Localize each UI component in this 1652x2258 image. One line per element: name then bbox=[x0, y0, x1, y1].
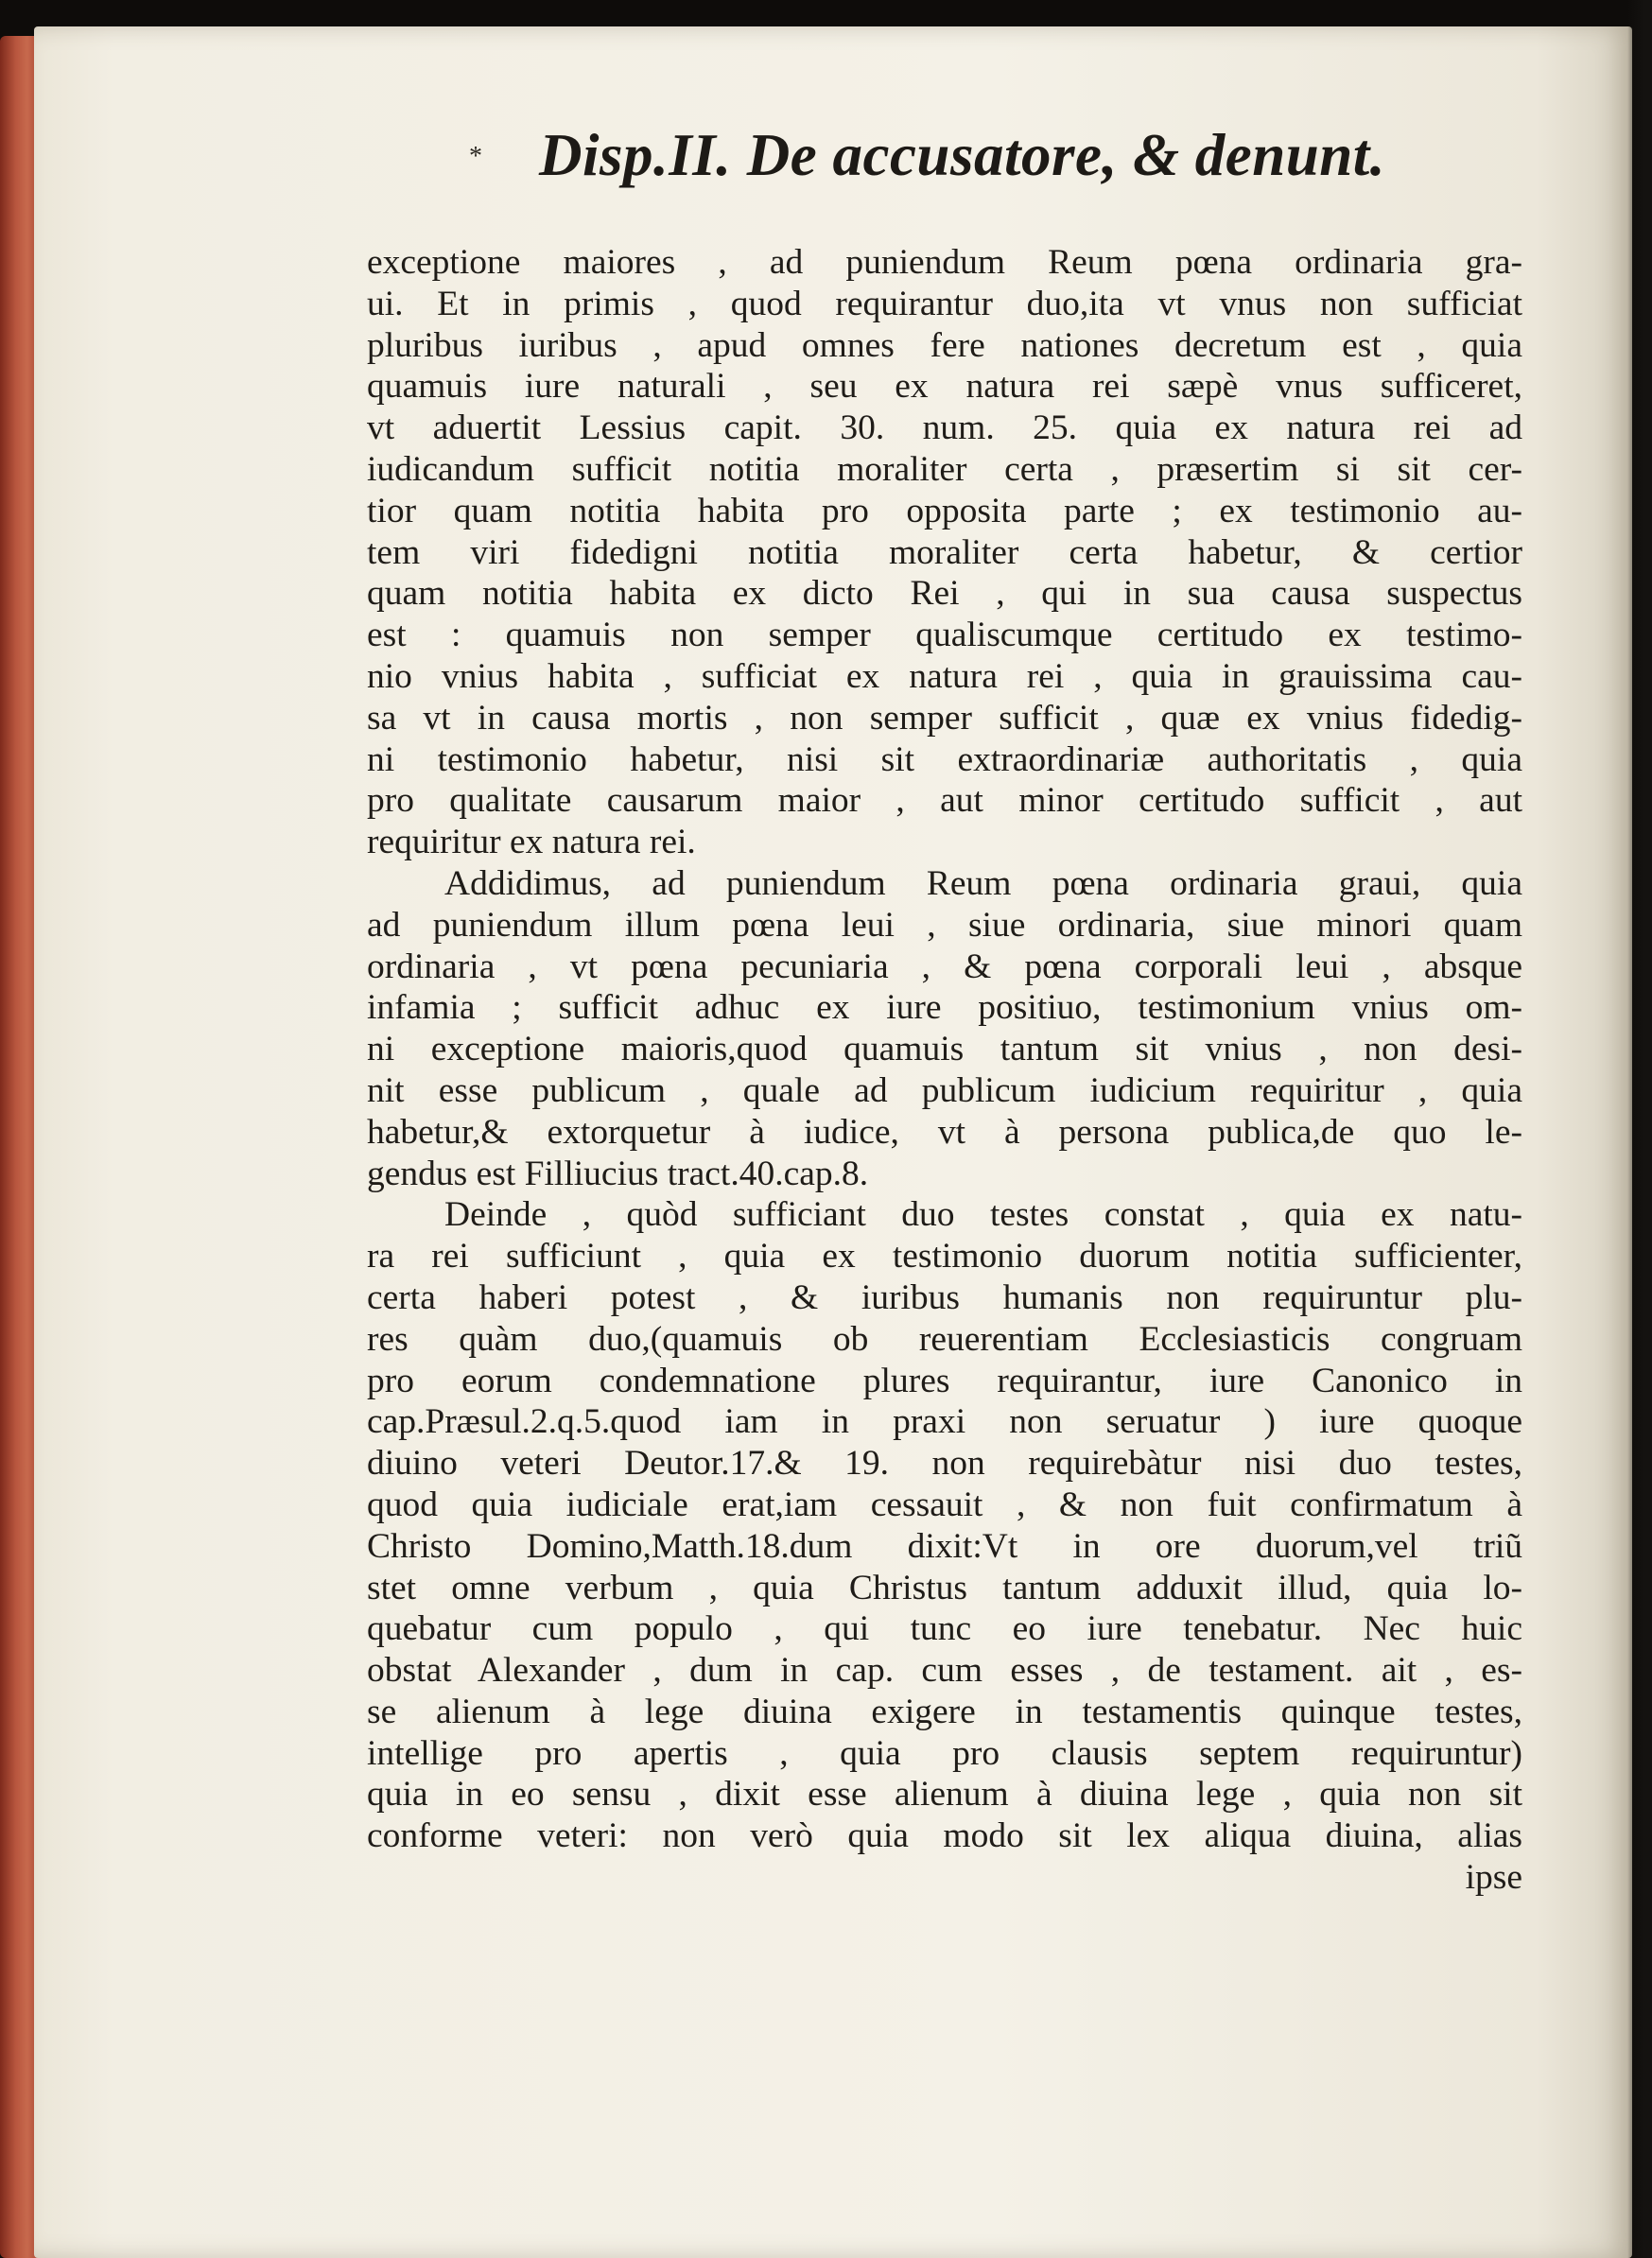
text-line: quamuis iure naturali , seu ex natura rei sæpè vnus sufficeret, bbox=[367, 367, 1522, 407]
text-line: requiritur ex natura rei. bbox=[367, 823, 696, 862]
text-line: cap.Præsul.2.q.5.quod iam in praxi non seruatur ) iure quoque bbox=[367, 1402, 1522, 1442]
text-line: res quàm duo,(quamuis ob reuerentiam Ecclesiasticis congruam bbox=[367, 1319, 1522, 1359]
text-line: stet omne verbum , quia Christus tantum adduxit illud, quia lo- bbox=[367, 1568, 1522, 1607]
text-line: ni testimonio habetur, nisi sit extraordinariæ authoritatis , quia bbox=[367, 739, 1522, 779]
gutter-shadow bbox=[1627, 0, 1652, 2258]
text-line: quam notitia habita ex dicto Rei , qui in sua causa suspectus bbox=[367, 574, 1522, 614]
text-line: vt aduertit Lessius capit. 30. num. 25. quia ex natura rei ad bbox=[367, 408, 1522, 448]
text-line: ordinaria , vt pœna pecuniaria , & pœna corporali leui , absque bbox=[367, 947, 1522, 986]
text-line: nit esse publicum , quale ad publicum iudicium requiritur , quia bbox=[367, 1070, 1522, 1110]
text-line: intellige pro apertis , quia pro clausis septem requiruntur) bbox=[367, 1733, 1522, 1773]
text-line: ipse bbox=[1465, 1858, 1522, 1898]
margin-mark: * bbox=[469, 142, 482, 171]
body-text bbox=[367, 242, 1522, 1899]
text-line: infamia ; sufficit adhuc ex iure positiuo, testimonium vnius om- bbox=[367, 988, 1522, 1028]
text-line: pro qualitate causarum maior , aut minor certitudo sufficit , aut bbox=[367, 781, 1522, 821]
text-line: est : quamuis non semper qualiscumque certitudo ex testimo- bbox=[367, 616, 1522, 655]
text-line: Christo Domino,Matth.18.dum dixit:Vt in ore duorum,vel triũ bbox=[367, 1526, 1522, 1566]
text-line: nio vnius habita , sufficiat ex natura rei , quia in grauissima cau- bbox=[367, 656, 1522, 696]
text-line: diuino veteri Deutor.17.& 19. non requirebàtur nisi duo testes, bbox=[367, 1444, 1522, 1484]
text-line: iudicandum sufficit notitia moraliter certa , præsertim si sit cer- bbox=[367, 449, 1522, 489]
text-line: tior quam notitia habita pro opposita parte ; ex testimonio au- bbox=[367, 491, 1522, 530]
text-line: ni exceptione maioris,quod quamuis tantum sit vnius , non desi- bbox=[367, 1030, 1522, 1069]
text-line: pluribus iuribus , apud omnes fere nationes decretum est , quia bbox=[367, 325, 1522, 365]
text-line: habetur,& extorquetur à iudice, vt à persona publica,de quo le- bbox=[367, 1112, 1522, 1152]
text-line: exceptione maiores , ad puniendum Reum pœna ordinaria gra- bbox=[367, 243, 1522, 282]
text-line: Addidimus, ad puniendum Reum pœna ordinaria graui, quia bbox=[444, 863, 1522, 903]
text-line: ad puniendum illum pœna leui , siue ordinaria, siue minori quam bbox=[367, 905, 1522, 945]
text-line: quebatur cum populo , qui tunc eo iure tenebatur. Nec huic bbox=[367, 1609, 1522, 1649]
text-line: ui. Et in primis , quod requirantur duo,ita vt vnus non sufficiat bbox=[367, 284, 1522, 323]
text-line: obstat Alexander , dum in cap. cum esses , de testament. ait , es- bbox=[367, 1651, 1522, 1691]
text-line: pro eorum condemnatione plures requirantur, iure Canonico in bbox=[367, 1361, 1522, 1400]
running-head: Disp.II. De accusatore, & denunt. bbox=[539, 122, 1386, 188]
text-line: se alienum à lege diuina exigere in testamentis quinque testes, bbox=[367, 1692, 1522, 1731]
text-line: ra rei sufficiunt , quia ex testimonio duorum notitia sufficienter, bbox=[367, 1237, 1522, 1277]
text-line: certa haberi potest , & iuribus humanis non requiruntur plu- bbox=[367, 1277, 1522, 1317]
text-line: tem viri fidedigni notitia moraliter certa habetur, & certior bbox=[367, 532, 1522, 572]
text-line: quod quia iudiciale erat,iam cessauit , & non fuit confirmatum à bbox=[367, 1485, 1522, 1524]
text-line: Deinde , quòd sufficiant duo testes constat , quia ex natu- bbox=[444, 1195, 1522, 1235]
text-line: conforme veteri: non verò quia modo sit lex aliqua diuina, alias bbox=[367, 1816, 1522, 1856]
text-line: sa vt in causa mortis , non semper sufficit , quæ ex vnius fidedig- bbox=[367, 698, 1522, 738]
text-line: gendus est Filliucius tract.40.cap.8. bbox=[367, 1154, 869, 1193]
text-line: quia in eo sensu , dixit esse alienum à diuina lege , quia non sit bbox=[367, 1775, 1522, 1815]
